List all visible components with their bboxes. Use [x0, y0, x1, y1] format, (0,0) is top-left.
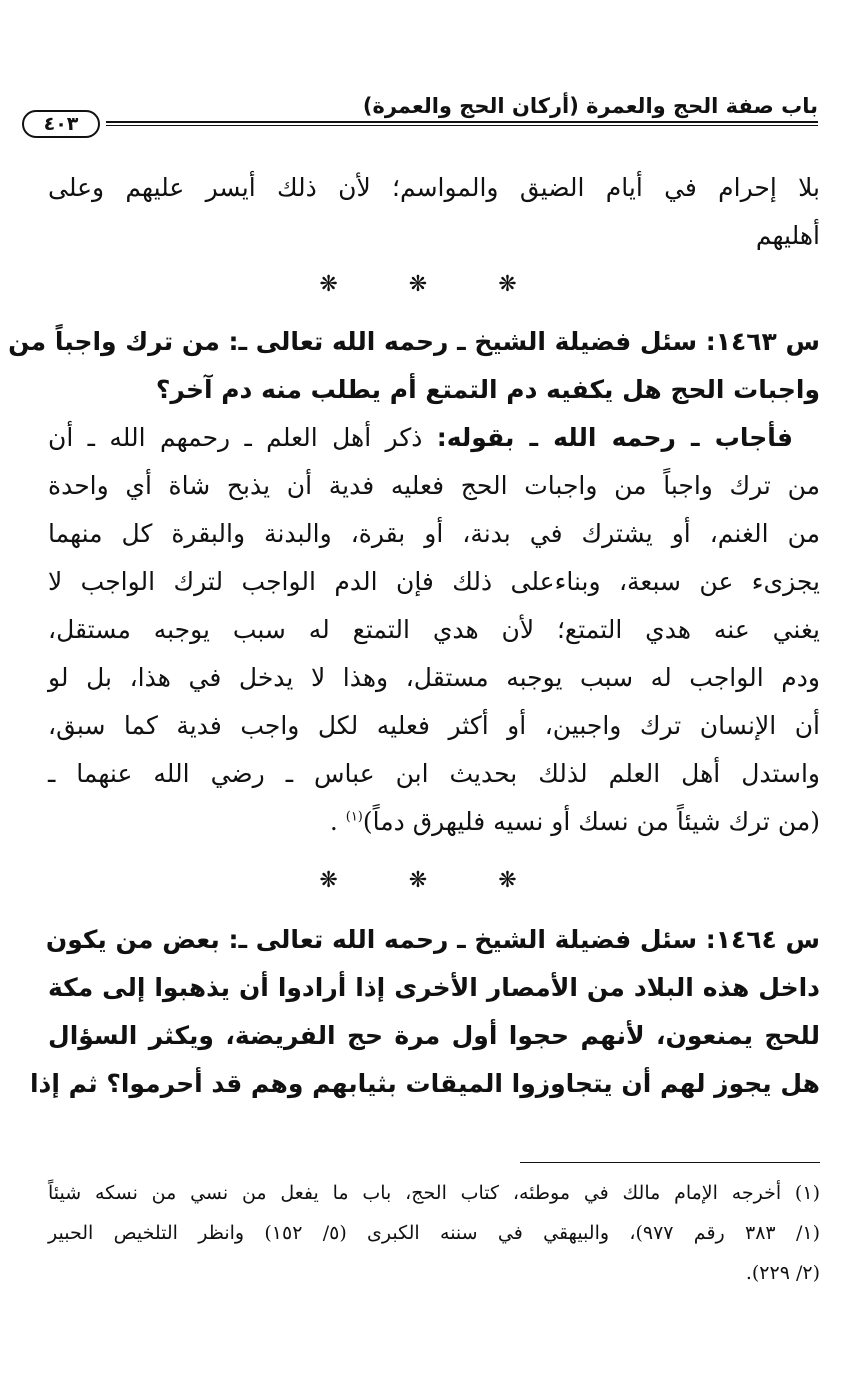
footnote-separator	[520, 1162, 820, 1163]
answer-text: .	[329, 807, 346, 836]
section-separator: ❋ ❋ ❋	[319, 868, 549, 893]
question-1464-line: داخل هذه البلاد من الأمصار الأخرى إذا أرادوا أن يذهبوا إلى مكة	[48, 973, 820, 1002]
answer-1463-line: من ترك واجباً من واجبات الحج فعليه فدية أن يذبح شاة أي واحدة	[48, 471, 820, 500]
answer-1463-line: من الغنم، أو يشترك في بدنة، أو بقرة، والبدنة والبقرة كل منهما	[48, 519, 820, 548]
answer-1463-line: يغني عنه هدي التمتع؛ لأن هدي التمتع له سبب يوجبه مستقل،	[48, 615, 820, 644]
header-rule-thin	[106, 125, 818, 126]
answer-lead: فأجاب ـ رحمه الله ـ بقوله:	[436, 423, 793, 452]
answer-1463-line: يجزىء عن سبعة، وبناءعلى ذلك فإن الدم الواجب لترك الواجب لا	[48, 567, 820, 596]
answer-1463-last-line	[48, 802, 820, 842]
chapter-title: باب صفة الحج والعمرة (أركان الحج والعمرة)	[362, 94, 818, 118]
answer-1463-line: أن الإنسان ترك واجبين، أو أكثر فعليه لكل واجب فدية كما سبق،	[48, 711, 820, 740]
section-separator: ❋ ❋ ❋	[319, 272, 549, 297]
footnote-line: (١) أخرجه الإمام مالك في موطئه، كتاب الحج، باب ما يفعل من نسي من نسكه شيئاً	[48, 1182, 820, 1204]
question-1463-line: س ١٤٦٣: سئل فضيلة الشيخ ـ رحمه الله تعالى ـ: من ترك واجباً من	[8, 327, 820, 356]
footnote-line: (١/ ٣٨٣ رقم ٩٧٧)، والبيهقي في سننه الكبرى (٥/ ١٥٢) وانظر التلخيص الحبير	[48, 1222, 820, 1244]
answer-1463-line: واستدل أهل العلم لذلك بحديث ابن عباس ـ رضي الله عنهما ـ	[48, 759, 820, 788]
running-header	[18, 92, 818, 135]
question-1464-line: هل يجوز لهم أن يتجاوزوا الميقات بثيابهم وهم قد أحرموا؟ ثم إذا	[29, 1069, 820, 1098]
question-1464-line: س ١٤٦٤: سئل فضيلة الشيخ ـ رحمه الله تعالى ـ: بعض من يكون	[45, 925, 820, 954]
text-line: بلا إحرام في أيام الضيق والمواسم؛ لأن ذلك أيسر عليهم وعلى	[48, 173, 820, 202]
hadith-quote: (من ترك شيئاً من نسك أو نسيه فليهرق دماً)	[362, 807, 820, 836]
answer-1463-line: ودم الواجب له سبب يوجبه مستقل، وهذا لا يدخل في هذا، بل لو	[48, 663, 820, 692]
text-line: أهليهم	[755, 221, 820, 250]
question-1464-line: للحج يمنعون، لأنهم حجوا أول مرة حج الفريضة، ويكثر السؤال	[48, 1021, 820, 1050]
answer-1463-first-line	[48, 418, 793, 458]
question-1463-line: واجبات الحج هل يكفيه دم التمتع أم يطلب منه دم آخر؟	[155, 375, 820, 404]
page-number: ٤٠٣	[22, 110, 100, 138]
footnote-ref[interactable]: (١)	[345, 809, 363, 825]
answer-text: ذكر أهل العلم ـ رحمهم الله ـ أن	[48, 423, 437, 452]
header-rule	[106, 121, 818, 123]
footnote-line: (٢/ ٢٢٩).	[745, 1262, 820, 1284]
